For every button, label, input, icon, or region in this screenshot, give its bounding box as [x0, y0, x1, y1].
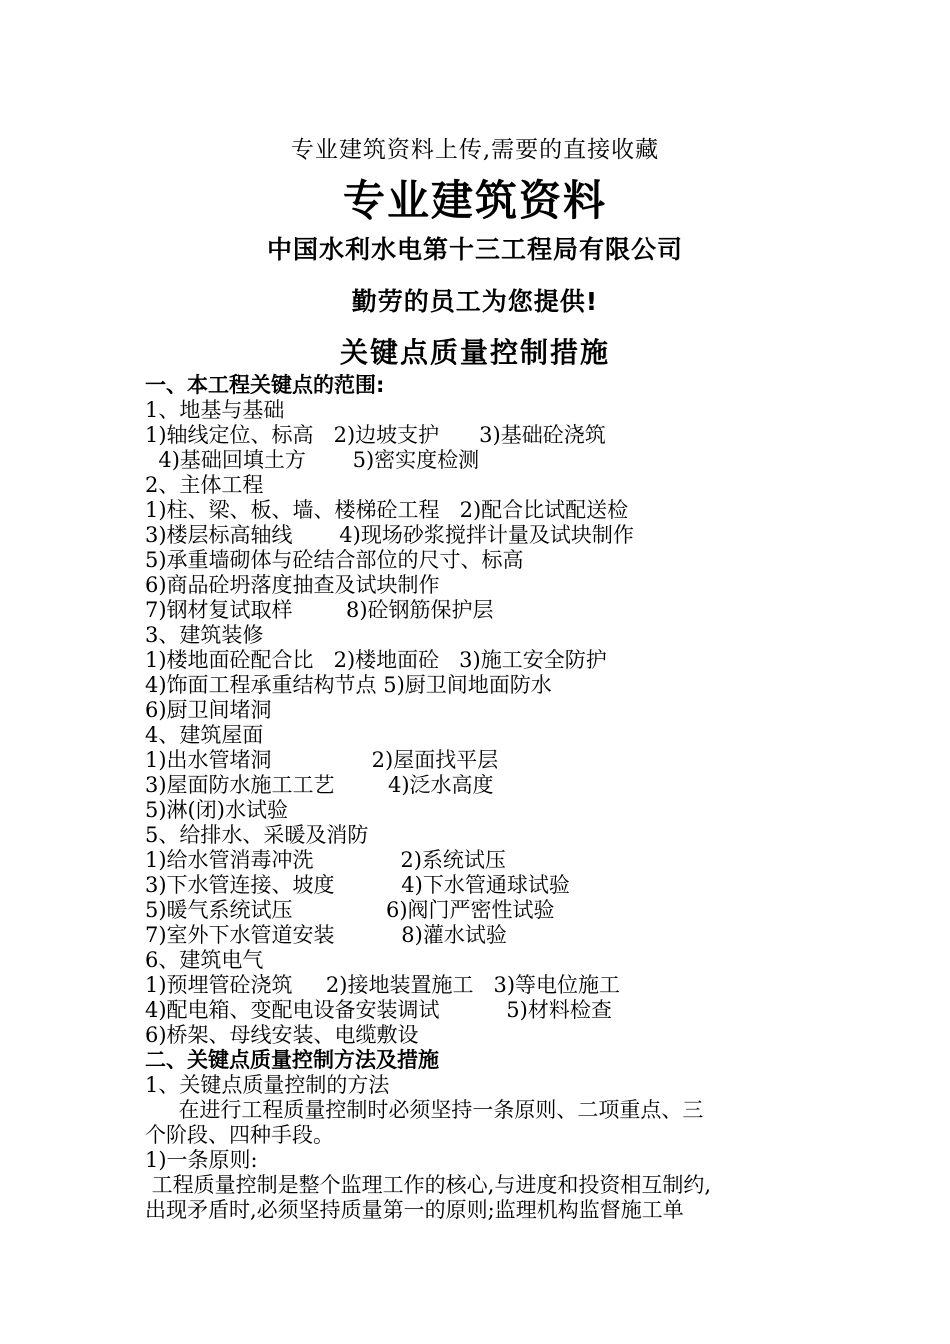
body-line: 6)商品砼坍落度抽查及试块制作 — [145, 573, 440, 597]
document-title: 关键点质量控制措施 — [339, 336, 610, 369]
body-line: 1、关键点质量控制的方法 — [145, 1073, 390, 1097]
body-line: 6)厨卫间堵洞 — [145, 698, 272, 722]
body-line: 4、建筑屋面 — [145, 723, 264, 747]
body-line: 1)出水管堵洞 2)屋面找平层 — [145, 748, 499, 772]
body-line: 个阶段、四种手段。 — [145, 1123, 334, 1147]
body-line: 5、给排水、采暖及消防 — [145, 823, 369, 847]
body-line: 4)基础回填土方 5)密实度检测 — [145, 448, 480, 472]
body-line: 1)轴线定位、标高 2)边坡支护 3)基础砼浇筑 — [145, 423, 606, 447]
body-line: 3)屋面防水施工工艺 4)泛水高度 — [145, 773, 494, 797]
body-line: 6、建筑电气 — [145, 948, 264, 972]
body-line: 1)柱、梁、板、墙、楼梯砼工程 2)配合比试配送检 — [145, 498, 629, 522]
body-line: 出现矛盾时,必须坚持质量第一的原则;监理机构监督施工单 — [145, 1198, 684, 1222]
company-name: 中国水利水电第十三工程局有限公司 — [266, 235, 683, 264]
body-line: 4)配电箱、变配电设备安装调试 5)材料检查 — [145, 998, 612, 1022]
body-line: 3)下水管连接、坡度 4)下水管通球试验 — [145, 873, 570, 897]
body-line: 3)楼层标高轴线 4)现场砂浆搅拌计量及试块制作 — [145, 523, 634, 547]
main-title: 专业建筑资料 — [342, 176, 607, 225]
body-line: 1)楼地面砼配合比 2)楼地面砼 3)施工安全防护 — [145, 648, 607, 672]
body-line: 6)桥架、母线安装、电缆敷设 — [145, 1023, 419, 1047]
body-line: 工程质量控制是整个监理工作的核心,与进度和投资相互制约, — [145, 1173, 712, 1197]
upload-note: 专业建筑资料上传,需要的直接收藏 — [290, 137, 660, 163]
body-line: 3、建筑装修 — [145, 623, 264, 647]
body-line: 5)暖气系统试压 6)阀门严密性试验 — [145, 898, 555, 922]
body-line: 4)饰面工程承重结构节点 5)厨卫间地面防水 — [145, 673, 552, 697]
body-line: 5)淋(闭)水试验 — [145, 798, 288, 822]
body-line: 2、主体工程 — [145, 473, 264, 497]
provided-by: 勤劳的员工为您提供! — [351, 287, 599, 316]
body-line: 5)承重墙砌体与砼结合部位的尺寸、标高 — [145, 548, 524, 572]
body-line: 1)给水管消毒冲洗 2)系统试压 — [145, 848, 506, 872]
body-line: 7)室外下水管道安装 8)灌水试验 — [145, 923, 507, 947]
document-body — [145, 373, 825, 1223]
body-line: 1)一条原则: — [145, 1148, 258, 1172]
body-line: 7)钢材复试取样 8)砼钢筋保护层 — [145, 598, 494, 622]
section-heading: 一、本工程关键点的范围: — [145, 373, 385, 397]
body-line: 在进行工程质量控制时必须坚持一条原则、二项重点、三 — [145, 1098, 704, 1122]
section-heading: 二、关键点质量控制方法及措施 — [145, 1048, 439, 1072]
body-line: 1)预埋管砼浇筑 2)接地装置施工 3)等电位施工 — [145, 973, 621, 997]
body-line: 1、地基与基础 — [145, 398, 285, 422]
